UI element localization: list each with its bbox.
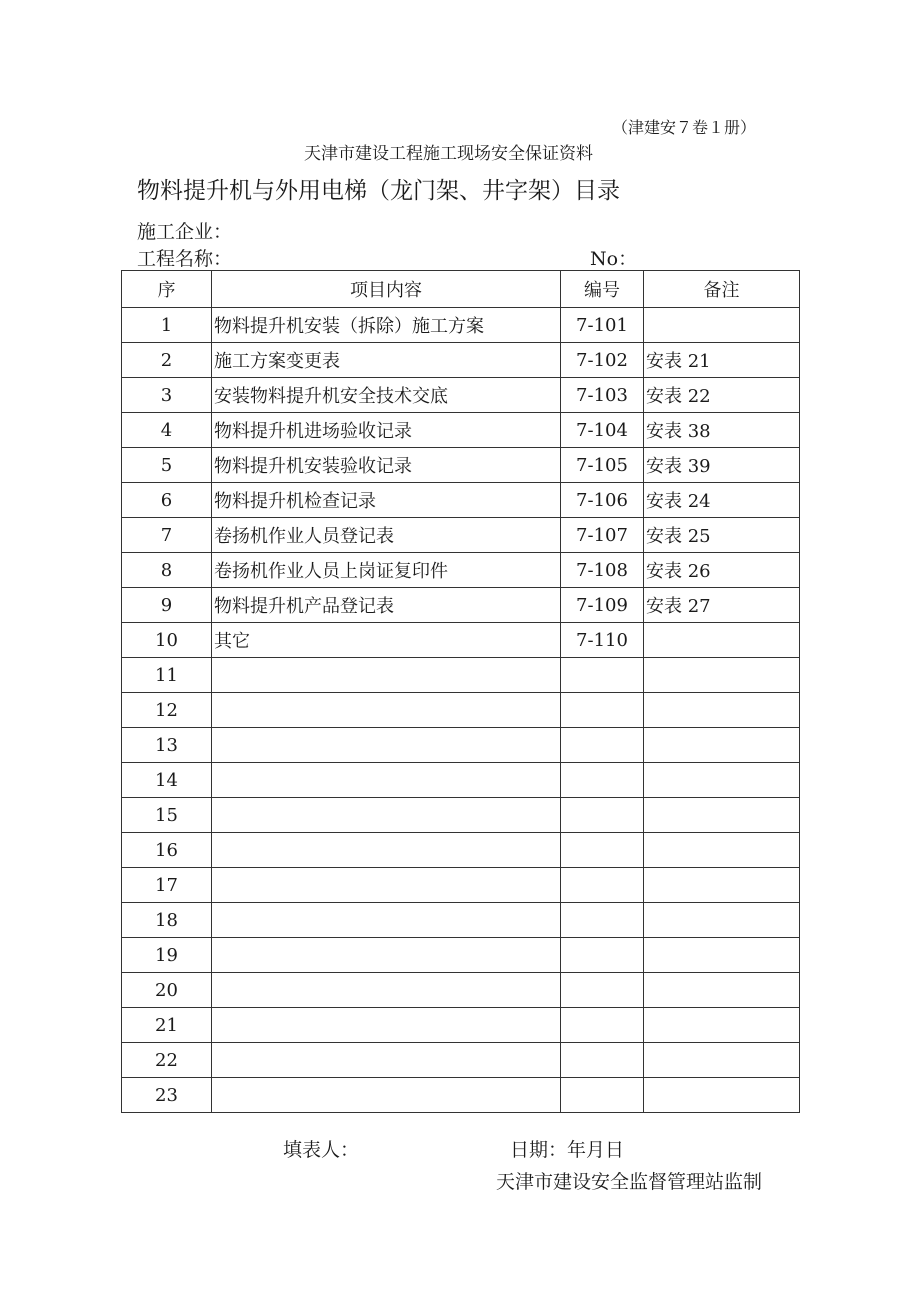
column-header-seq: 序 xyxy=(122,271,212,308)
row-code-cell: 7-103 xyxy=(561,378,644,413)
row-seq-cell: 14 xyxy=(122,763,212,798)
table-row xyxy=(122,833,800,868)
table-row xyxy=(122,763,800,798)
row-code-cell xyxy=(561,1078,644,1113)
filler-label: 填表人： xyxy=(283,1139,360,1161)
row-seq-cell: 17 xyxy=(122,868,212,903)
row-code-cell xyxy=(561,763,644,798)
row-code-cell: 7-104 xyxy=(561,413,644,448)
table-row xyxy=(122,1078,800,1113)
column-header-note: 备注 xyxy=(644,271,800,308)
row-item-cell xyxy=(212,1078,561,1113)
row-note-cell xyxy=(644,763,800,798)
row-code-cell: 7-105 xyxy=(561,448,644,483)
row-code-cell xyxy=(561,903,644,938)
row-item-cell xyxy=(212,693,561,728)
row-item-cell xyxy=(212,833,561,868)
volume-reference: （津建安７卷１册） xyxy=(612,118,757,137)
table-row xyxy=(122,518,800,553)
row-seq-cell: 6 xyxy=(122,483,212,518)
table-row xyxy=(122,623,800,658)
table-row xyxy=(122,1043,800,1078)
company-label: 施工企业： xyxy=(137,221,233,243)
row-code-cell: 7-107 xyxy=(561,518,644,553)
table-row xyxy=(122,1008,800,1043)
row-note-cell xyxy=(644,938,800,973)
row-seq-cell: 9 xyxy=(122,588,212,623)
row-code-cell: 7-109 xyxy=(561,588,644,623)
row-seq-cell: 3 xyxy=(122,378,212,413)
row-seq-cell: 10 xyxy=(122,623,212,658)
table-row xyxy=(122,903,800,938)
row-code-cell: 7-108 xyxy=(561,553,644,588)
row-item-cell xyxy=(212,1043,561,1078)
row-code-cell xyxy=(561,973,644,1008)
row-code-cell: 7-102 xyxy=(561,343,644,378)
row-note-cell xyxy=(644,308,800,343)
row-item-cell xyxy=(212,658,561,693)
row-code-cell: 7-101 xyxy=(561,308,644,343)
row-code-cell xyxy=(561,938,644,973)
row-code-cell: 7-106 xyxy=(561,483,644,518)
row-item-cell xyxy=(212,903,561,938)
row-note-cell xyxy=(644,728,800,763)
issuer-label: 天津市建设安全监督管理站监制 xyxy=(496,1171,763,1193)
row-seq-cell: 1 xyxy=(122,308,212,343)
row-note-cell xyxy=(644,1078,800,1113)
table-row xyxy=(122,868,800,903)
number-label: No： xyxy=(590,248,638,270)
row-seq-cell: 2 xyxy=(122,343,212,378)
table-row xyxy=(122,448,800,483)
row-code-cell xyxy=(561,658,644,693)
row-note-cell xyxy=(644,903,800,938)
row-item-cell: 物料提升机安装验收记录 xyxy=(212,448,561,483)
row-item-cell xyxy=(212,763,561,798)
row-code-cell xyxy=(561,693,644,728)
row-item-cell: 卷扬机作业人员登记表 xyxy=(212,518,561,553)
row-code-cell: 7-110 xyxy=(561,623,644,658)
row-note-cell: 安表 38 xyxy=(644,413,800,448)
table-row xyxy=(122,973,800,1008)
project-name-label: 工程名称： xyxy=(137,248,233,270)
row-code-cell xyxy=(561,798,644,833)
table-row xyxy=(122,693,800,728)
table-row xyxy=(122,308,800,343)
row-item-cell: 其它 xyxy=(212,623,561,658)
row-note-cell xyxy=(644,868,800,903)
row-note-cell xyxy=(644,798,800,833)
row-code-cell xyxy=(561,728,644,763)
row-note-cell xyxy=(644,1043,800,1078)
row-code-cell xyxy=(561,833,644,868)
row-seq-cell: 13 xyxy=(122,728,212,763)
row-seq-cell: 7 xyxy=(122,518,212,553)
table-row xyxy=(122,378,800,413)
row-note-cell: 安表 25 xyxy=(644,518,800,553)
row-seq-cell: 19 xyxy=(122,938,212,973)
row-item-cell: 物料提升机安装（拆除）施工方案 xyxy=(212,308,561,343)
row-note-cell: 安表 24 xyxy=(644,483,800,518)
row-seq-cell: 18 xyxy=(122,903,212,938)
document-title: 物料提升机与外用电梯（龙门架、井字架）目录 xyxy=(137,178,620,204)
row-note-cell xyxy=(644,658,800,693)
row-seq-cell: 4 xyxy=(122,413,212,448)
row-seq-cell: 15 xyxy=(122,798,212,833)
row-seq-cell: 22 xyxy=(122,1043,212,1078)
row-note-cell: 安表 22 xyxy=(644,378,800,413)
row-seq-cell: 21 xyxy=(122,1008,212,1043)
column-header-code: 编号 xyxy=(561,271,644,308)
row-item-cell: 卷扬机作业人员上岗证复印件 xyxy=(212,553,561,588)
row-seq-cell: 11 xyxy=(122,658,212,693)
table-row xyxy=(122,343,800,378)
row-item-cell: 安装物料提升机安全技术交底 xyxy=(212,378,561,413)
row-note-cell xyxy=(644,1008,800,1043)
row-seq-cell: 20 xyxy=(122,973,212,1008)
table-header-row xyxy=(122,271,800,308)
row-item-cell xyxy=(212,1008,561,1043)
row-item-cell xyxy=(212,973,561,1008)
catalog-table xyxy=(121,270,800,1113)
row-note-cell xyxy=(644,973,800,1008)
organization-title: 天津市建设工程施工现场安全保证资料 xyxy=(304,144,593,164)
row-item-cell: 物料提升机产品登记表 xyxy=(212,588,561,623)
table-row xyxy=(122,553,800,588)
row-item-cell: 物料提升机进场验收记录 xyxy=(212,413,561,448)
row-seq-cell: 12 xyxy=(122,693,212,728)
date-label: 日期：年月日 xyxy=(510,1139,625,1161)
row-note-cell xyxy=(644,693,800,728)
row-seq-cell: 16 xyxy=(122,833,212,868)
row-code-cell xyxy=(561,1043,644,1078)
row-note-cell xyxy=(644,833,800,868)
row-note-cell: 安表 21 xyxy=(644,343,800,378)
table-row xyxy=(122,728,800,763)
table-row xyxy=(122,413,800,448)
row-item-cell xyxy=(212,938,561,973)
row-note-cell: 安表 26 xyxy=(644,553,800,588)
row-item-cell: 物料提升机检查记录 xyxy=(212,483,561,518)
row-note-cell xyxy=(644,623,800,658)
row-item-cell: 施工方案变更表 xyxy=(212,343,561,378)
table-row xyxy=(122,483,800,518)
row-item-cell xyxy=(212,868,561,903)
row-seq-cell: 5 xyxy=(122,448,212,483)
row-item-cell xyxy=(212,728,561,763)
row-seq-cell: 8 xyxy=(122,553,212,588)
row-seq-cell: 23 xyxy=(122,1078,212,1113)
row-item-cell xyxy=(212,798,561,833)
row-code-cell xyxy=(561,868,644,903)
table-row xyxy=(122,798,800,833)
row-note-cell: 安表 27 xyxy=(644,588,800,623)
row-code-cell xyxy=(561,1008,644,1043)
table-row xyxy=(122,938,800,973)
row-note-cell: 安表 39 xyxy=(644,448,800,483)
column-header-item: 项目内容 xyxy=(212,271,561,308)
table-row xyxy=(122,658,800,693)
table-row xyxy=(122,588,800,623)
catalog-body xyxy=(122,308,800,1113)
